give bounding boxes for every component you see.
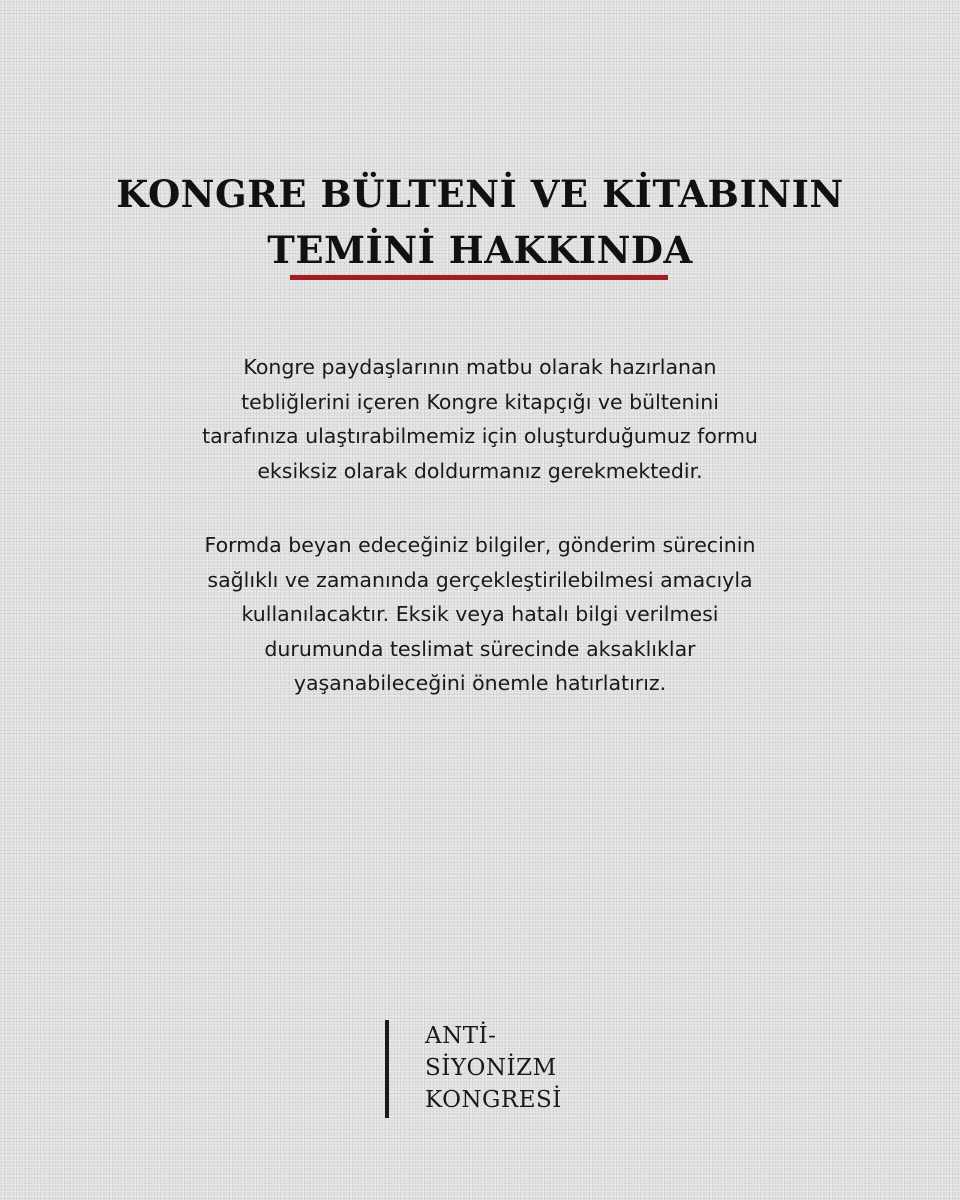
paragraph-line: yaşanabileceğini önemle hatırlatırız.	[293, 671, 667, 695]
paragraph-form-info	[130, 350, 830, 488]
logo-line-2: SİYONİZM	[425, 1055, 557, 1081]
title-underline-divider	[290, 275, 668, 280]
paragraph-line: Kongre paydaşlarının matbu olarak hazırlanan	[243, 355, 717, 379]
paragraph-line: kullanılacaktır. Eksik veya hatalı bilgi verilmesi	[241, 602, 719, 626]
paragraph-delivery-warning	[130, 528, 830, 701]
paragraph-line: sağlıklı ve zamanında gerçekleştirilebilmesi amacıyla	[207, 567, 753, 592]
logo-wordmark	[425, 1020, 562, 1116]
title-line-2: TEMİNİ HAKKINDA	[267, 228, 693, 272]
paragraph-line: eksiksiz olarak doldurmanız gerekmektedir.	[257, 458, 703, 483]
paragraph-line: durumunda teslimat sürecinde aksaklıklar	[264, 636, 696, 661]
logo-vertical-bar	[385, 1020, 389, 1118]
logo-line-1: ANTİ-	[425, 1023, 497, 1049]
paragraph-line: tarafınıza ulaştırabilmemiz için oluşturduğumuz formu	[202, 424, 758, 448]
title-line-1: KONGRE BÜLTENİ VE KİTABININ	[116, 172, 844, 216]
paragraph-line: Formda beyan edeceğiniz bilgiler, gönderim sürecinin	[204, 533, 756, 557]
paragraph-line: tebliğlerini içeren Kongre kitapçığı ve bültenini	[241, 389, 719, 414]
logo-line-3: KONGRESİ	[425, 1087, 562, 1113]
page-title	[80, 166, 880, 278]
